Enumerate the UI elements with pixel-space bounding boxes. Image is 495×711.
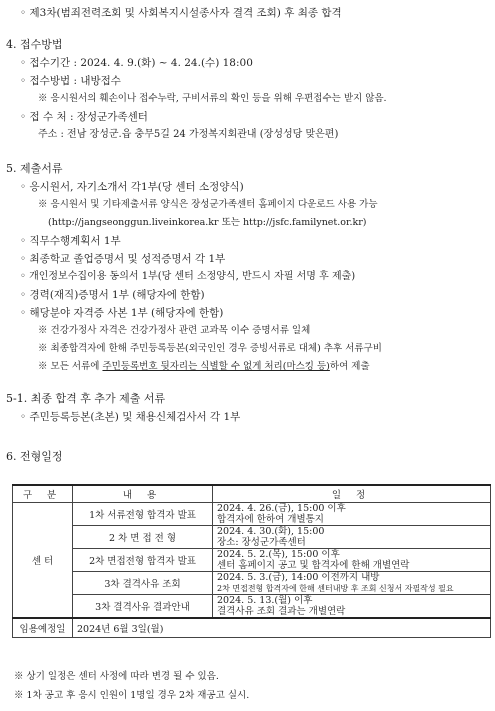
- doc-license: ◦ 해당분야 자격증 사본 1부 (해당자에 한함): [20, 307, 224, 319]
- receipt-method: ◦ 접수방법 : 내방접수: [20, 75, 121, 87]
- schedule-line2: 2차 면접전형 합격자에 한해 센터내방 후 조회 신청서 자필작성 필요: [217, 584, 454, 593]
- header-content: 내 용: [73, 485, 213, 503]
- table-header-row: [13, 485, 491, 503]
- schedule-line1: 2024. 5. 2.(목), 15:00 이후: [217, 549, 340, 560]
- row-content: 1차 서류전형 합격자 발표: [73, 503, 213, 526]
- appointment-row: [13, 618, 491, 638]
- row-content: 3차 결격사유 결과안내: [73, 595, 213, 619]
- schedule-line1: 2024. 4. 26.(금), 15:00 이후: [217, 503, 346, 514]
- row-content: 2차 면접전형 합격자 발표: [73, 549, 213, 572]
- doc-career: ◦ 경력(재직)증명서 1부 (해당자에 한함): [20, 289, 205, 301]
- row-schedule: [213, 572, 491, 595]
- footnote-2: ※ 1차 공고 후 응시 인원이 1명일 경우 2차 재공고 실시.: [14, 690, 250, 701]
- schedule-line1: 2024. 5. 3.(금), 14:00 이전까지 내방: [217, 572, 380, 583]
- note3-underlined: 주민등록번호 뒷자리는 식별할 수 없게 처리(마스킹 등): [102, 361, 330, 372]
- schedule-line2: 합격자에 한하여 개별통지: [217, 514, 324, 525]
- table-row: [13, 503, 491, 526]
- table-row: [13, 572, 491, 595]
- section-5-1-heading: 5-1. 최종 합격 후 추가 제출 서류: [6, 392, 166, 405]
- section-4-heading: 4. 접수방법: [6, 38, 63, 51]
- footnote-1: ※ 상기 일정은 센터 사정에 따라 변경 될 수 있음.: [14, 671, 219, 682]
- row-content: 2 차 면 접 전 형: [73, 526, 213, 549]
- doc-license-note1: ※ 건강가정사 자격은 건강가정사 관련 교과목 이수 증명서류 일체: [38, 325, 311, 336]
- table-row: [13, 595, 491, 619]
- note3-prefix: ※ 모든 서류에: [38, 361, 103, 372]
- step3-text: ◦ 제3차(범죄전력조회 및 사회복지시설종사자 결격 조회) 후 최종 합격: [20, 7, 342, 19]
- doc-application: ◦ 응시원서, 자기소개서 각1부(당 센터 소정양식): [20, 181, 244, 193]
- schedule-line1: 2024. 5. 13.(월) 이후: [217, 595, 313, 606]
- row-schedule: [213, 595, 491, 619]
- doc-license-note2: ※ 최종합격자에 한해 주민등록등본(외국인인 경우 증빙서류로 대체) 추후 서류구비: [38, 343, 382, 354]
- section-5-heading: 5. 제출서류: [6, 162, 63, 175]
- row-schedule: [213, 503, 491, 526]
- schedule-line2: 장소: 장성군가족센터: [217, 537, 306, 548]
- doc-work-plan: ◦ 직무수행계획서 1부: [20, 235, 121, 247]
- doc-privacy-consent: ◦ 개인정보수집이용 동의서 1부(당 센터 소정양식, 반드시 자필 서명 후 제출): [20, 271, 356, 282]
- schedule-line2: 센터 홈페이지 공고 및 합격자에 한해 개별연락: [217, 560, 410, 571]
- row-schedule: [213, 549, 491, 572]
- header-category: 구 분: [13, 485, 73, 503]
- row-content: 3차 결격사유 조회: [73, 572, 213, 595]
- receipt-address: 주소 : 전남 장성군.읍 충무5길 24 가정복지회관내 (장성성당 맞은편): [38, 129, 339, 140]
- row-schedule: [213, 526, 491, 549]
- additional-docs: ◦ 주민등록등본(초본) 및 채용신체검사서 각 1부: [20, 411, 241, 423]
- doc-application-note: ※ 응시원서 및 기타제출서류 양식은 장성군가족센터 홈페이지 다운로드 사용 가능: [38, 199, 378, 210]
- receipt-note: ※ 응시원서의 훼손이나 접수누락, 구비서류의 확인 등을 위해 우편접수는 받지 않음.: [38, 93, 387, 104]
- note3-suffix: 하여 제출: [329, 361, 370, 372]
- appointment-date: 2024년 6월 3일(월): [73, 618, 491, 638]
- schedule-table: [12, 484, 491, 638]
- group-label: 센 터: [13, 503, 73, 619]
- table-row: [13, 549, 491, 572]
- receipt-period: ◦ 접수기간 : 2024. 4. 9.(화) ~ 4. 24.(수) 18:00: [20, 57, 253, 69]
- schedule-line2: 결격사유 조회 결과는 개별연락: [217, 606, 346, 617]
- doc-graduation: ◦ 최종학교 졸업증명서 및 성적증명서 각 1부: [20, 253, 226, 265]
- doc-license-note3: [38, 360, 370, 374]
- table-row: [13, 526, 491, 549]
- section-6-heading: 6. 전형일정: [6, 450, 63, 463]
- receipt-place: ◦ 접 수 처 : 장성군가족센터: [20, 111, 148, 123]
- doc-application-urls: (http://jangseonggun.liveinkorea.kr 또는 http://jsfc.familynet.or.kr): [48, 217, 367, 228]
- schedule-line1: 2024. 4. 30.(화), 15:00: [217, 526, 325, 537]
- header-schedule: 일 정: [213, 485, 491, 503]
- appointment-label: 임용예정일: [13, 618, 73, 638]
